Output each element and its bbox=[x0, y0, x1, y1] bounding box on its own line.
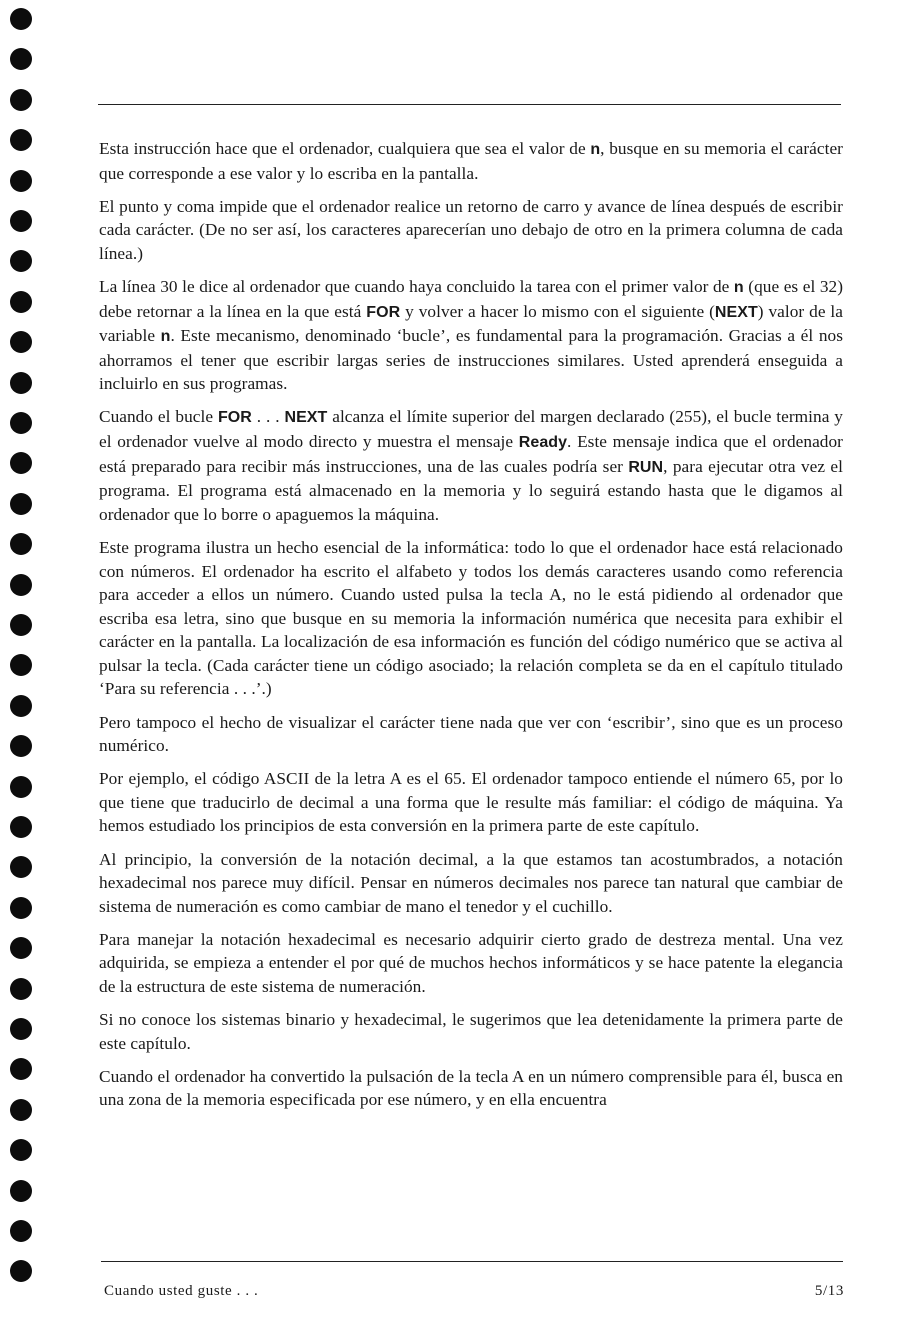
text-run: alcanza el límite superior del margen declarado (255), el bucle termina y el ordenador vuelve al modo directo y muestra el mensaje bbox=[99, 407, 843, 452]
binding-holes bbox=[0, 0, 40, 1334]
text-run: ) valor de la variable bbox=[99, 301, 844, 346]
footer-title: Cuando usted guste . . . bbox=[104, 1283, 259, 1299]
binding-hole bbox=[10, 250, 32, 272]
text-run: Cuando el bucle bbox=[99, 407, 218, 427]
text-run: Al principio, la conversión de la notación decimal, a la que estamos tan acostumbrados, a notación hexadecimal nos parece muy difícil. Pensar en números decimales nos parece tan natural que cambiar de sistema de numeración es como cambiar de mano el tenedor y el cuchillo. bbox=[99, 849, 843, 916]
keyword: n bbox=[590, 141, 601, 158]
keyword: RUN bbox=[628, 458, 664, 476]
text-run: . Este mensaje indica que el ordenador está preparado para recibir más instrucciones, una de las cuales podría ser bbox=[99, 432, 843, 476]
binding-hole bbox=[10, 776, 32, 798]
keyword: FOR bbox=[366, 303, 401, 321]
paragraph bbox=[99, 767, 843, 838]
binding-hole bbox=[10, 695, 32, 717]
text-run: y volver a hacer lo mismo con el siguiente ( bbox=[400, 301, 715, 321]
binding-hole bbox=[10, 1099, 32, 1121]
footer-rule bbox=[101, 1261, 843, 1262]
paragraph bbox=[99, 275, 843, 396]
text-run: (que es el 32) debe retornar a la línea en la que está bbox=[99, 276, 844, 321]
text-run: Esta instrucción hace que el ordenador, cualquiera que sea el valor de bbox=[99, 139, 591, 158]
binding-hole bbox=[10, 8, 32, 30]
keyword: Ready bbox=[518, 434, 568, 452]
text-run: Para manejar la notación hexadecimal es necesario adquirir cierto grado de destreza mental. Una vez adquirida, se empieza a entender el por qué de muchos hechos informáticos y se hace patente la elegancia de la estructura de este sistema de numeración. bbox=[99, 929, 843, 996]
paragraph bbox=[99, 137, 843, 185]
page-body bbox=[99, 137, 843, 1121]
binding-hole bbox=[10, 735, 32, 757]
binding-hole bbox=[10, 210, 32, 232]
binding-hole bbox=[10, 816, 32, 838]
text-run: , para ejecutar otra vez el programa. El programa está almacenado en la memoria y lo seguirá estando hasta que le digamos al ordenador que lo borre o apaguemos la máquina. bbox=[99, 456, 843, 524]
paragraph bbox=[99, 405, 843, 526]
binding-hole bbox=[10, 331, 32, 353]
binding-hole bbox=[10, 937, 32, 959]
text-run: Por ejemplo, el código ASCII de la letra A es el 65. El ordenador tampoco entiende el número 65, por lo que tiene que traducirlo de decimal a una forma que le resulte más familiar: el código de máquina. Ya hemos estudiado los principios de esta conversión en la primera parte de este capítulo. bbox=[99, 769, 843, 836]
keyword: n bbox=[733, 278, 744, 296]
keyword: n bbox=[160, 328, 171, 346]
binding-hole bbox=[10, 493, 32, 515]
binding-hole bbox=[10, 170, 32, 192]
text-run: Cuando el ordenador ha convertido la pulsación de la tecla A en un número comprensible para él, busca en una zona de la memoria especificada por ese número, y en ella encuentra bbox=[99, 1066, 843, 1110]
paragraph bbox=[99, 928, 843, 999]
text-run: La línea 30 le dice al ordenador que cuando haya concluido la tarea con el primer valor de bbox=[99, 276, 734, 296]
binding-hole bbox=[10, 856, 32, 878]
header-rule bbox=[98, 104, 841, 105]
binding-hole bbox=[10, 48, 32, 70]
binding-hole bbox=[10, 129, 32, 151]
binding-hole bbox=[10, 1220, 32, 1242]
binding-hole bbox=[10, 1180, 32, 1202]
binding-hole bbox=[10, 89, 32, 111]
keyword: NEXT bbox=[284, 409, 328, 427]
binding-hole bbox=[10, 372, 32, 394]
text-run: Este programa ilustra un hecho esencial de la informática: todo lo que el ordenador hace está relacionado con números. El ordenador ha escrito el alfabeto y todos los demás caracteres usando como referencia para acceder a ellos un número. Cuando usted pulsa la tecla A, no le está pidiendo al ordenador que escriba esa letra, sino que busque en su memoria la información numérica que necesita para exhibir el carácter en la pantalla. La localización de esa información es función del código numérico que se activa al pulsar la tecla. (Cada carácter tiene un código asociado; la relación completa se da en el capítulo titulado ‘Para su referencia . . .’.) bbox=[99, 537, 843, 699]
paragraph bbox=[99, 195, 843, 266]
binding-hole bbox=[10, 574, 32, 596]
binding-hole bbox=[10, 1018, 32, 1040]
binding-hole bbox=[10, 978, 32, 1000]
text-run: Si no conoce los sistemas binario y hexadecimal, le sugerimos que lea detenidamente la primera parte de este capítulo. bbox=[99, 1010, 843, 1053]
keyword: NEXT bbox=[714, 303, 758, 321]
binding-hole bbox=[10, 614, 32, 636]
text-run: Pero tampoco el hecho de visualizar el carácter tiene nada que ver con ‘escribir’, sino que es un proceso numérico. bbox=[99, 712, 843, 756]
text-run: El punto y coma impide que el ordenador realice un retorno de carro y avance de línea después de escribir cada carácter. (De no ser así, los caracteres aparecerían uno debajo de otro en la primera columna de cada línea.) bbox=[99, 196, 843, 263]
text-run: , busque en su memoria el carácter que corresponde a ese valor y lo escriba en la pantalla. bbox=[99, 139, 843, 183]
binding-hole bbox=[10, 1139, 32, 1161]
paragraph bbox=[99, 848, 843, 919]
keyword: FOR bbox=[217, 409, 252, 427]
binding-hole bbox=[10, 1260, 32, 1282]
page-number: 5/13 bbox=[814, 1283, 844, 1299]
binding-hole bbox=[10, 412, 32, 434]
binding-hole bbox=[10, 452, 32, 474]
paragraph bbox=[99, 711, 843, 758]
paragraph bbox=[99, 536, 843, 701]
text-run: . . . bbox=[251, 407, 285, 427]
paragraph bbox=[99, 1008, 843, 1055]
binding-hole bbox=[10, 291, 32, 313]
binding-hole bbox=[10, 533, 32, 555]
paragraph bbox=[99, 1065, 843, 1112]
text-run: . Este mecanismo, denominado ‘bucle’, es fundamental para la programación. Gracias a él nos ahorramos el tener que escribir largas series de instrucciones similares. Usted aprenderá enseguida a incluirlo en sus programas. bbox=[99, 326, 843, 394]
binding-hole bbox=[10, 897, 32, 919]
binding-hole bbox=[10, 654, 32, 676]
binding-hole bbox=[10, 1058, 32, 1080]
